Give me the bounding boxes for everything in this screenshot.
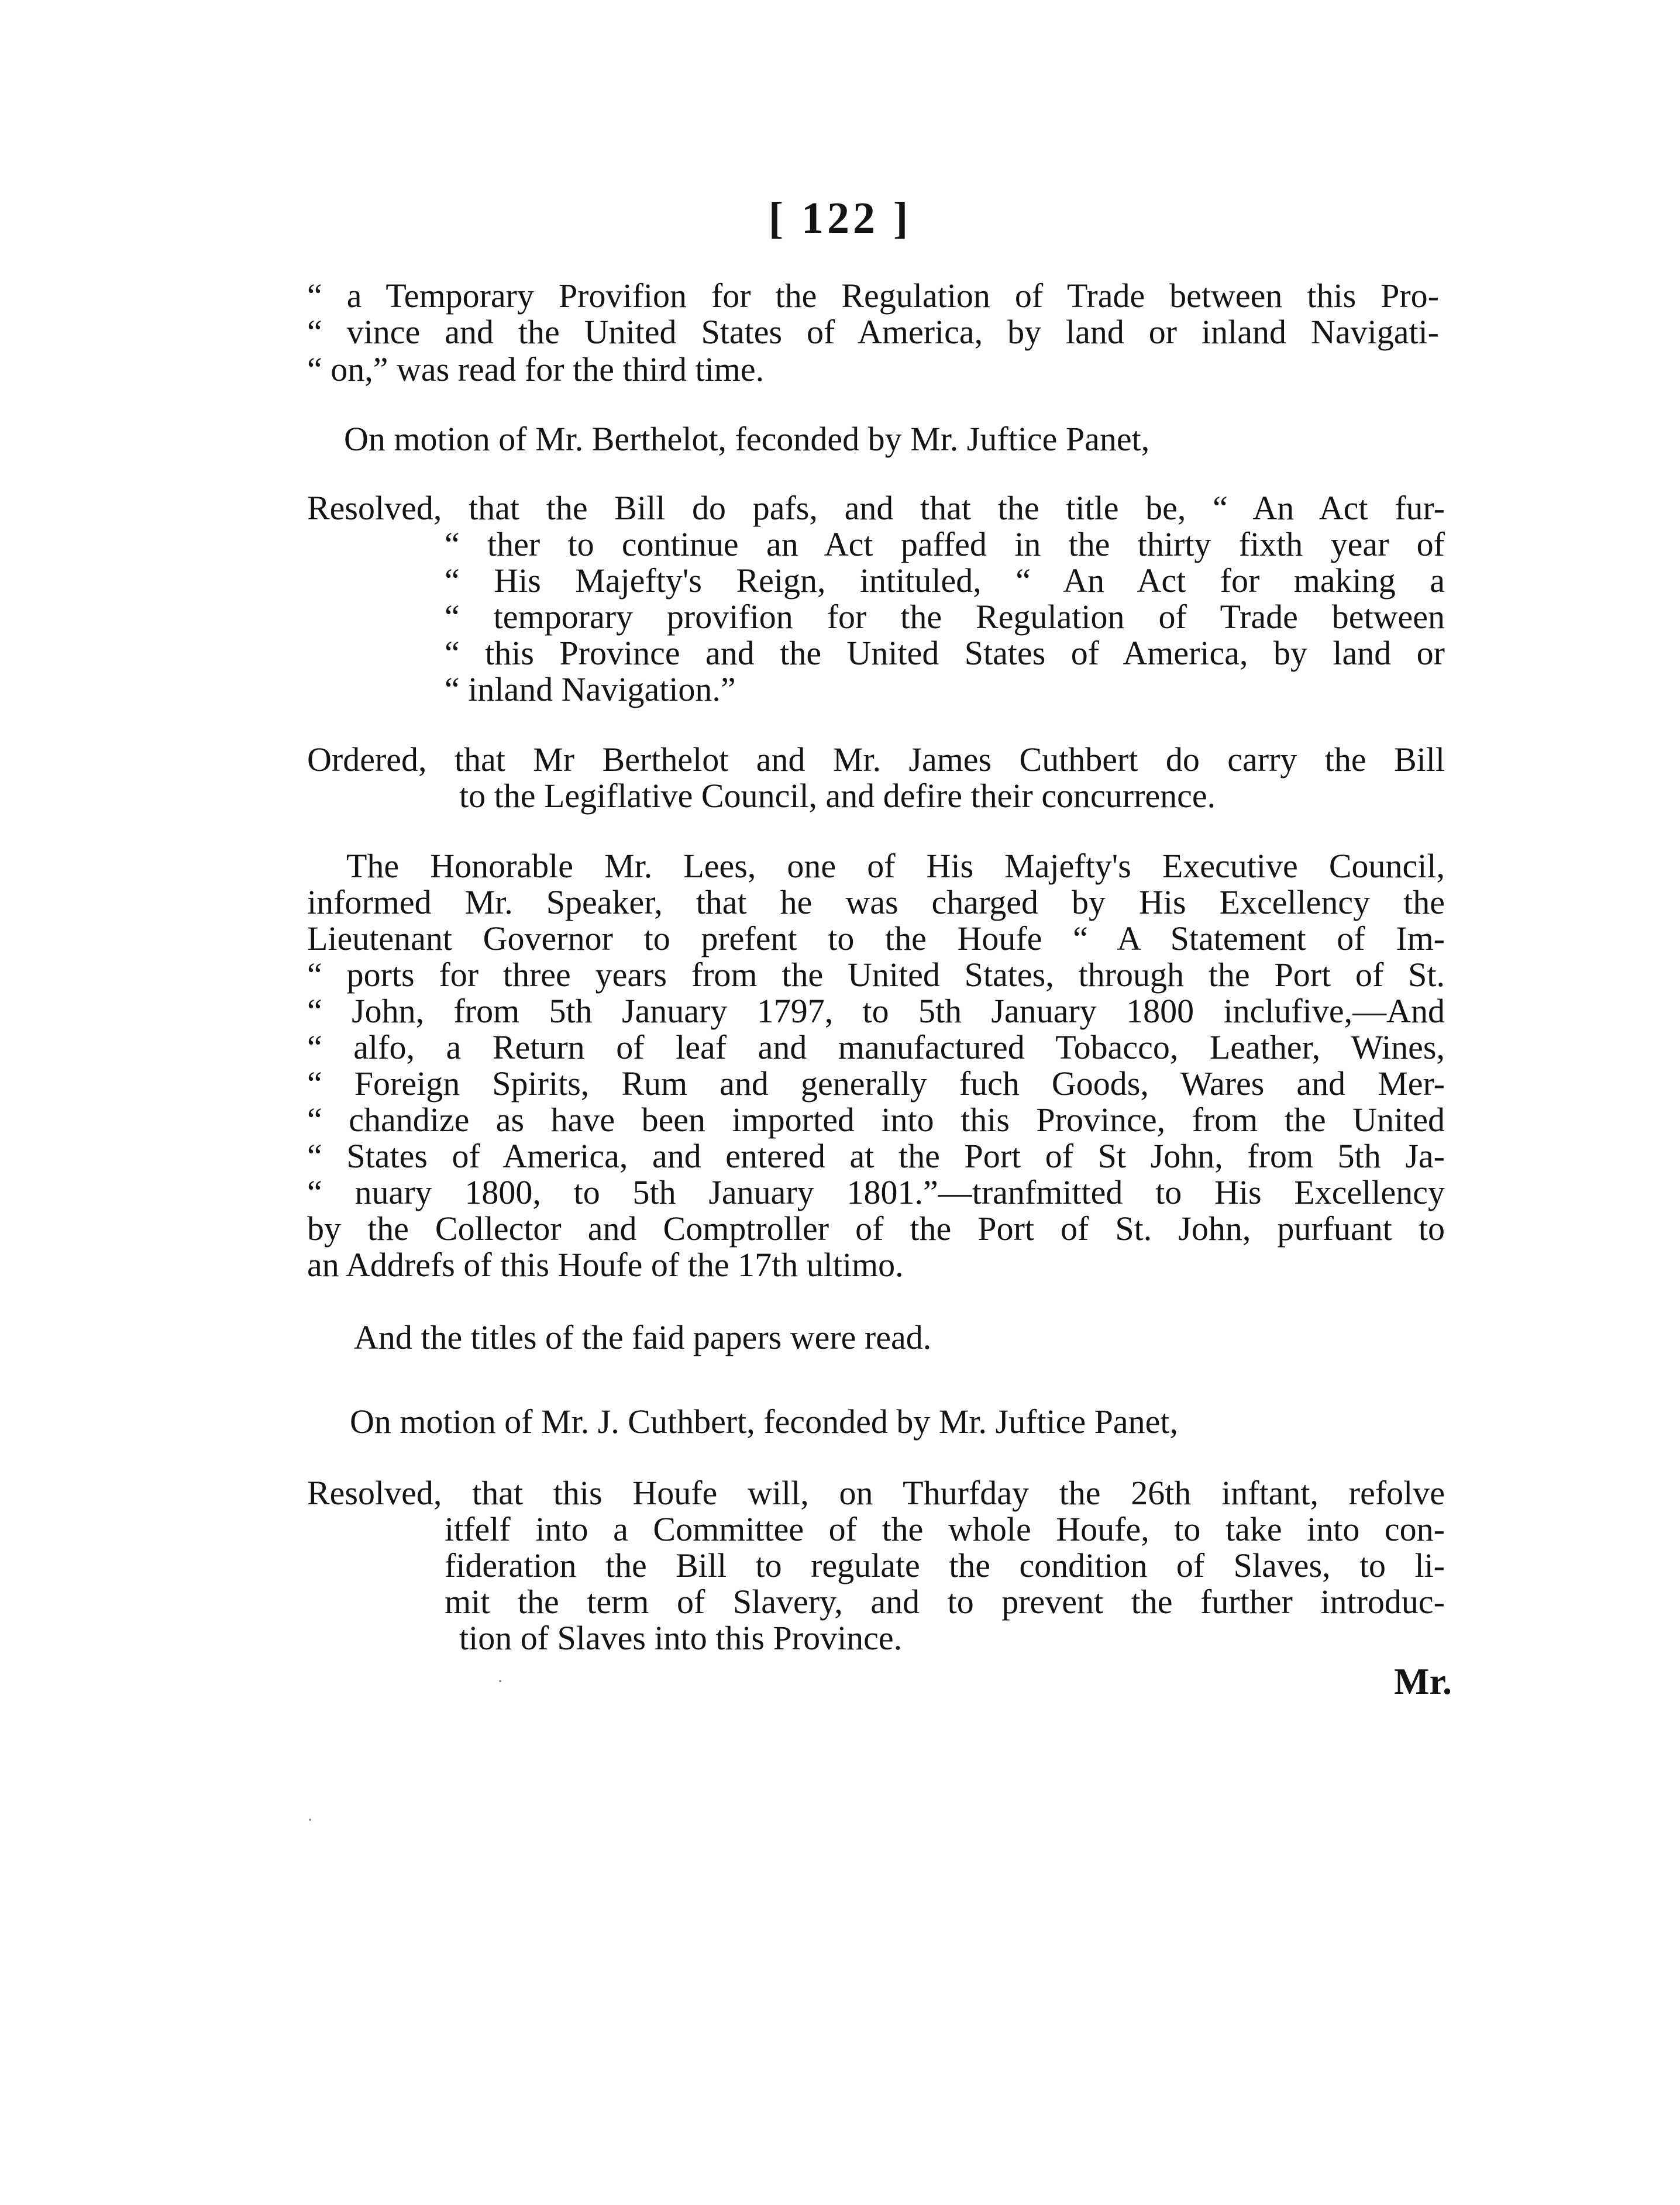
text-line: by the Collector and Comptroller of the Port of St. John, purfuant to [307,1210,1445,1248]
text-line: “ on,” was read for the third time. [307,350,765,388]
text-line: “ ports for three years from the United States, through the Port of St. [307,956,1445,994]
text-line: “ alfo, a Return of leaf and manufactured Tobacco, Leather, Wines, [307,1028,1445,1066]
text-line: an Addrefs of this Houfe of the 17th ultimo. [307,1246,904,1284]
text-line: Resolved, that this Houfe will, on Thurfday the 26th inftant, refolve [307,1474,1445,1512]
stray-ink-dot: · [307,1810,313,1830]
text-line: Resolved, that the Bill do pafs, and that the title be, “ An Act fur- [307,489,1445,527]
stray-ink-dot: · [497,1672,503,1691]
text-line: “ ther to continue an Act paffed in the thirty fixth year of [445,525,1445,563]
text-line: On motion of Mr. J. Cuthbert, feconded by Mr. Juftice Panet, [350,1403,1178,1441]
catchword: Mr. [1394,1660,1452,1702]
text-line: Ordered, that Mr Berthelot and Mr. James Cuthbert do carry the Bill [307,740,1445,778]
text-line: “ vince and the United States of America, by land or inland Navigati- [307,313,1439,351]
text-line: “ a Temporary Provifion for the Regulation of Trade between this Pro- [307,277,1439,315]
text-line: “ inland Navigation.” [445,670,736,708]
text-line: “ this Province and the United States of America, by land or [445,634,1445,672]
text-line: On motion of Mr. Berthelot, feconded by Mr. Juftice Panet, [344,420,1150,458]
text-line: The Honorable Mr. Lees, one of His Majefty's Executive Council, [346,847,1445,885]
text-line: “ John, from 5th January 1797, to 5th January 1800 inclufive,—And [307,992,1445,1030]
text-line: “ Foreign Spirits, Rum and generally fuch Goods, Wares and Mer- [307,1064,1445,1102]
text-line: itfelf into a Committee of the whole Houfe, to take into con- [445,1510,1445,1548]
text-line: And the titles of the faid papers were read. [354,1318,932,1356]
text-line: informed Mr. Speaker, that he was charged by His Excellency the [307,883,1445,921]
text-line: to the Legiflative Council, and defire their concurrence. [459,777,1216,815]
text-line: “ His Majefty's Reign, intituled, “ An Act for making a [445,561,1445,600]
text-line: Lieutenant Governor to prefent to the Houfe “ A Statement of Im- [307,919,1445,957]
text-line: “ States of America, and entered at the Port of St John, from 5th Ja- [307,1137,1445,1175]
page-number: [ 122 ] [768,194,912,243]
text-line: fideration the Bill to regulate the condition of Slaves, to li- [445,1546,1445,1584]
text-line: tion of Slaves into this Province. [459,1619,903,1657]
text-line: mit the term of Slavery, and to prevent the further introduc- [445,1583,1445,1621]
text-line: “ temporary provifion for the Regulation of Trade between [445,598,1445,636]
text-line: “ chandize as have been imported into this Province, from the United [307,1101,1445,1139]
text-line: “ nuary 1800, to 5th January 1801.”—tranfmitted to His Excellency [307,1173,1445,1211]
